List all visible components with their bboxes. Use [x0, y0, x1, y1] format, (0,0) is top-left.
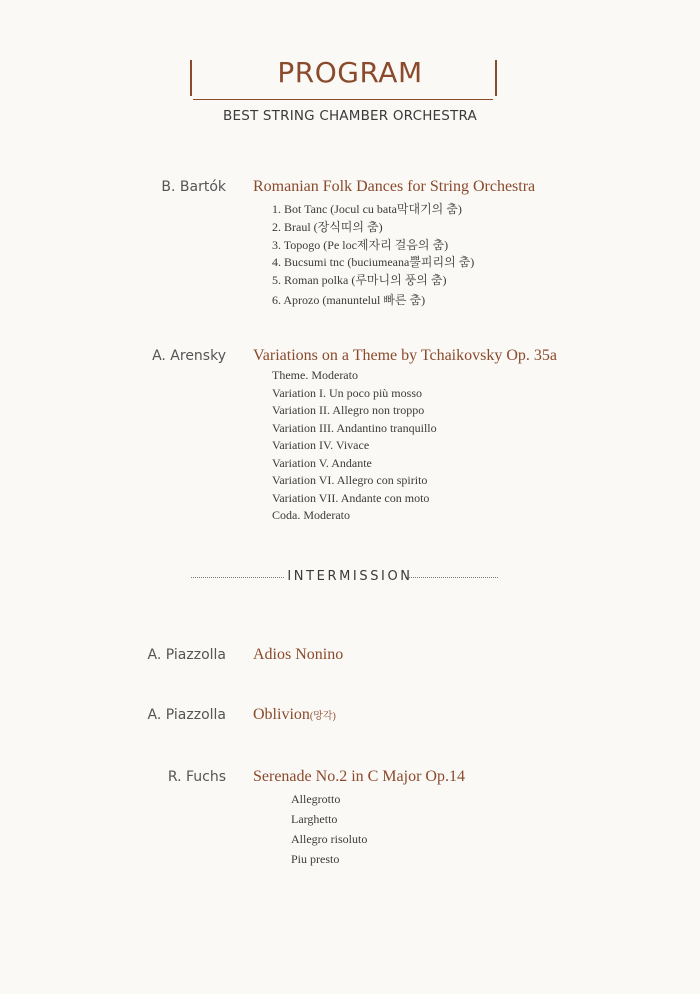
movement-item: 1. Bot Tanc (Jocul cu bata막대기의 춤): [272, 202, 462, 216]
composer-name: A. Arensky: [152, 348, 226, 364]
work-title: Romanian Folk Dances for String Orchestra: [253, 178, 536, 195]
movement-item: Coda. Moderato: [272, 508, 350, 522]
title-underline: [193, 99, 493, 100]
composer-name: R. Fuchs: [167, 769, 226, 785]
intermission-label: INTERMISSION: [287, 569, 413, 584]
movement-item: Allegrotto: [291, 792, 341, 806]
composer-name: A. Piazzolla: [147, 647, 226, 663]
movement-item: Allegro risoluto: [291, 832, 368, 846]
movement-item: Variation IV. Vivace: [272, 438, 370, 452]
work-title: Variations on a Theme by Tchaikovsky Op. 35a: [253, 347, 558, 364]
movement-item: 2. Braul (장식띠의 춤): [272, 220, 383, 234]
composer-name: B. Bartók: [161, 179, 226, 195]
movement-item: 4. Bucsumi tnc (buciumeana뿔피리의 춤): [272, 255, 475, 269]
movement-item: Variation V. Andante: [272, 456, 372, 470]
composer-name: A. Piazzolla: [147, 707, 226, 723]
movement-item: Larghetto: [291, 812, 338, 826]
work-title: [253, 706, 336, 724]
movement-item: 3. Topogo (Pe loc제자리 걸음의 춤): [272, 238, 449, 252]
movement-item: Variation VII. Andante con moto: [272, 491, 430, 505]
movement-item: 6. Aprozo (manuntelul 빠른 춤): [272, 293, 426, 307]
page-title: PROGRAM: [277, 56, 423, 89]
movement-item: Variation VI. Allegro con spirito: [272, 473, 428, 487]
orchestra-name: BEST STRING CHAMBER ORCHESTRA: [223, 108, 477, 124]
movement-item: Piu presto: [291, 852, 340, 866]
work-title: Adios Nonino: [253, 646, 344, 663]
movement-item: Variation III. Andantino tranquillo: [272, 421, 437, 435]
work-title-text: Oblivion: [253, 706, 310, 723]
movement-item: 5. Roman polka (루마니의 풍의 춤): [272, 273, 447, 287]
movement-item: Variation II. Allegro non troppo: [272, 403, 425, 417]
movement-item: Theme. Moderato: [272, 368, 358, 382]
work-title: Serenade No.2 in C Major Op.14: [253, 768, 465, 785]
work-title-note: (망각): [309, 711, 336, 722]
intermission-divider-right: [405, 577, 498, 578]
movement-item: Variation I. Un poco più mosso: [272, 386, 422, 400]
